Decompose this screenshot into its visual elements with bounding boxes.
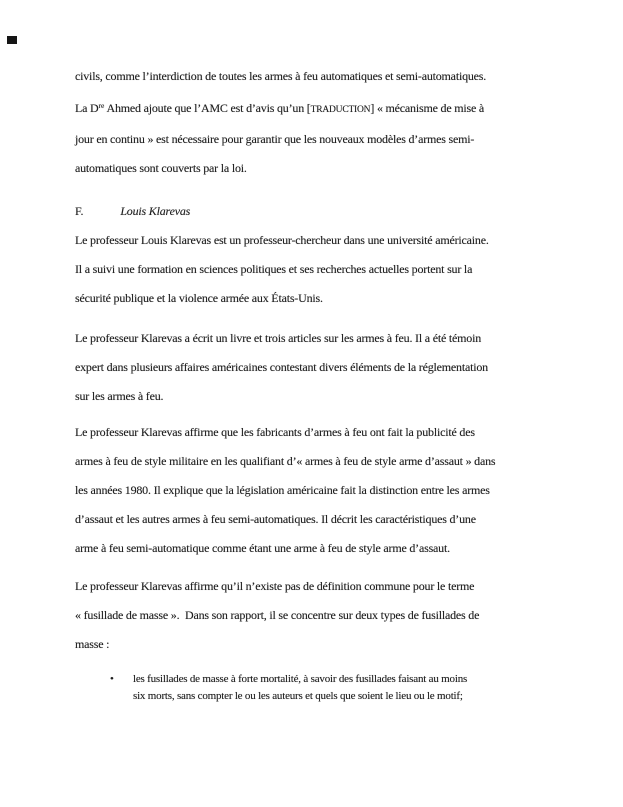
text-line: « fusillade de masse ». Dans son rapport, il se concentre sur deux types de fusillades de: [75, 608, 480, 622]
text-line: Le professeur Klarevas affirme qu’il n’existe pas de définition commune pour le terme: [75, 579, 475, 593]
section-letter: F.: [75, 204, 84, 218]
text-line: automatiques sont couverts par la loi.: [75, 161, 247, 175]
text-line: d’assaut et les autres armes à feu semi-automatiques. Il décrit les caractéristiques d’une: [75, 512, 476, 526]
text-line: sur les armes à feu.: [75, 389, 164, 403]
paragraph-ahmed-update-mechanism: [75, 62, 580, 183]
paragraph-klarevas-introduction: [75, 226, 580, 313]
text-line: les années 1980. Il explique que la législation américaine fait la distinction entre les armes: [75, 483, 490, 497]
text-line: masse :: [75, 637, 110, 651]
text-line: jour en continu » est nécessaire pour garantir que les nouveaux modèles d’armes semi-: [75, 132, 475, 146]
text-line: Le professeur Klarevas affirme que les fabricants d’armes à feu ont fait la publicité des: [75, 425, 475, 439]
text-line: sécurité publique et la violence armée aux États-Unis.: [75, 291, 323, 305]
text-line: expert dans plusieurs affaires américaines contestant divers éléments de la réglementation: [75, 360, 488, 374]
text-line: armes à feu de style militaire en les qualifiant d’« armes à feu de style arme d’assaut » dans: [75, 454, 496, 468]
text-line: six morts, sans compter le ou les auteurs et quels que soient le lieu ou le motif;: [133, 690, 463, 702]
text-line: Le professeur Louis Klarevas est un professeur-chercheur dans une université américaine.: [75, 233, 489, 247]
text-line: Le professeur Klarevas a écrit un livre et trois articles sur les armes à feu. Il a été témoin: [75, 331, 482, 345]
paragraph-mass-shooting-definition: [75, 572, 580, 659]
paragraph-assault-weapon-marketing: [75, 418, 580, 563]
document-content: [75, 62, 580, 705]
text-line: arme à feu semi-automatique comme étant une arme à feu de style arme d’assaut.: [75, 541, 450, 555]
text-line: civils, comme l’interdiction de toutes les armes à feu automatiques et semi-automatiques.: [75, 69, 487, 83]
text-line: Il a suivi une formation en sciences politiques et ses recherches actuelles portent sur la: [75, 262, 473, 276]
section-title: Louis Klarevas: [120, 204, 191, 218]
bullet-item-high-fatality-shootings: [110, 671, 580, 705]
paragraph-klarevas-publications: [75, 324, 580, 411]
text-line: • les fusillades de masse à forte mortalité, à savoir des fusillades faisant au moins: [110, 673, 468, 685]
scan-artifact-mark: [7, 36, 17, 44]
section-heading-louis-klarevas: [75, 197, 580, 226]
text-line: La Dre Ahmed ajoute que l’AMC est d’avis qu’un [TRADUCTION] « mécanisme de mise à: [75, 101, 485, 115]
